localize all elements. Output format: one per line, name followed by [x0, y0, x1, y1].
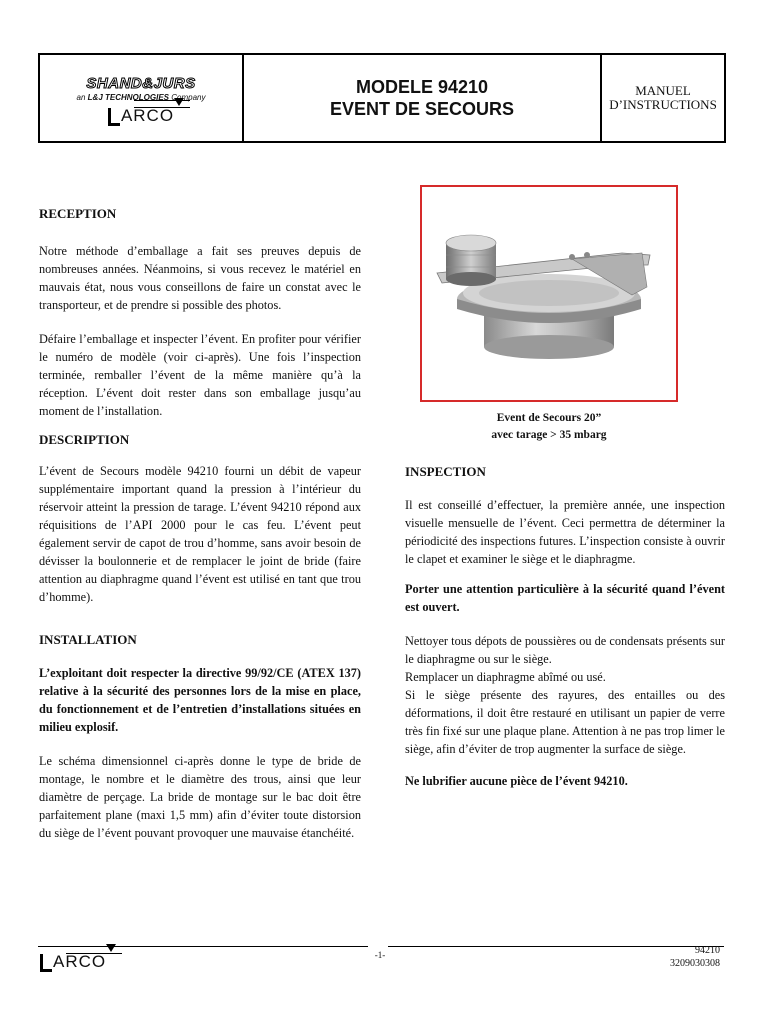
installation-warning: L’exploitant doit respecter la directive 99/92/CE (ATEX 137) relative à la sécurité des personnes lors de la mise en place, du fonctionnement et de l’entretien d’installations situées en milieu explosif.: [39, 666, 361, 734]
title-cell: [244, 55, 602, 141]
reception-paragraph-2: Défaire l’emballage et inspecter l’évent. En profiter pour vérifier le numéro de modèle (voir ci-après). Une fois l’inspection terminée, remballer l’évent de la même manière qu’à la réception. L’évent doit rester dans son emballage jusqu’au moment de l’installation.: [39, 332, 361, 418]
right-column: [405, 464, 725, 806]
footer-larco-logo: ARCO: [40, 954, 106, 972]
inspection-paragraph-1: Il est conseillé d’effectuer, la première année, une inspection visuelle mensuelle de l’évent. Ceci permettra de déterminer la périodicité des inspections futures. L’inspection consiste à ouvrir le clapet et examiner le siège et le diaphragme.: [405, 498, 725, 566]
logo-cell: [40, 55, 244, 141]
inspection-paragraph-2: Nettoyer tous dépots de poussières ou de condensats présents sur le diaphragme ou sur le siège. Remplacer un diaphragme abîmé ou usé. Si le siège présente des rayures, des entailles ou des déformations, il doit être restauré en utilisant un papier de verre très fin fixé sur une plaque plane. Attention à ne pas trop limer le siège, afin d’éviter de trop augmenter la surface de siège.: [405, 634, 725, 756]
description-heading: DESCRIPTION: [39, 432, 130, 447]
vent-photo: [420, 185, 678, 402]
installation-heading: INSTALLATION: [39, 632, 137, 647]
emergency-vent-illustration: [422, 187, 676, 400]
page-number: -1-: [374, 950, 386, 960]
manual-cell: MANUEL D’INSTRUCTIONS: [609, 83, 717, 112]
product-title: EVENT DE SECOURS: [329, 99, 515, 119]
shand-jurs-logo: SHAND&JURS: [86, 74, 196, 92]
document-code: 94210 3209030308: [670, 945, 720, 969]
company-tagline: an L&J TECHNOLOGIES Company: [76, 92, 206, 102]
larco-logo: ARCO: [108, 108, 174, 126]
inspection-warning: Porter une attention particulière à la sécurité quand l’évent est ouvert.: [405, 582, 725, 614]
document-header: [38, 53, 726, 143]
description-paragraph: L’évent de Secours modèle 94210 fourni un débit de vapeur supplémentaire important quand la pression à l’intérieur du réservoir atteint la pression de tarage. L’évent 94210 répond aux réquisitions de l’API 2000 pour le cas feu. L’évent peut également servir de capot de trou d’homme, sans avoir besoin de dévisser la boulonnerie et de remplacer le joint de bride (faire attention au diaphragme quand l’évent est utilisé en tant que trou d’homme).: [39, 464, 361, 604]
reception-paragraph-1: Notre méthode d’emballage a fait ses preuves depuis de nombreuses années. Néanmoins, si vous recevez le matériel en mauvais état, nous vous conseillons de faire un constat avec le transporteur, et de prendre si possible des photos.: [39, 244, 361, 312]
photo-caption: Event de Secours 20” avec tarage > 35 mbarg: [491, 412, 607, 441]
inspection-lubrication-note: Ne lubrifier aucune pièce de l’évent 94210.: [405, 774, 628, 788]
left-column: [39, 206, 361, 858]
reception-heading: RECEPTION: [39, 206, 117, 221]
model-title: MODELE 94210: [355, 77, 489, 97]
installation-paragraph: Le schéma dimensionnel ci-après donne le type de bride de montage, le nombre et le diamètre des trous, ainsi que leur diamètre de perçage. La bride de montage sur le bac doit être parfaitement plane (maxi 1,5 mm) afin d’éviter toute distorsion du siège de l’évent pouvant provoquer une mauvaise étanchéité.: [39, 754, 361, 840]
inspection-heading: INSPECTION: [405, 464, 486, 479]
